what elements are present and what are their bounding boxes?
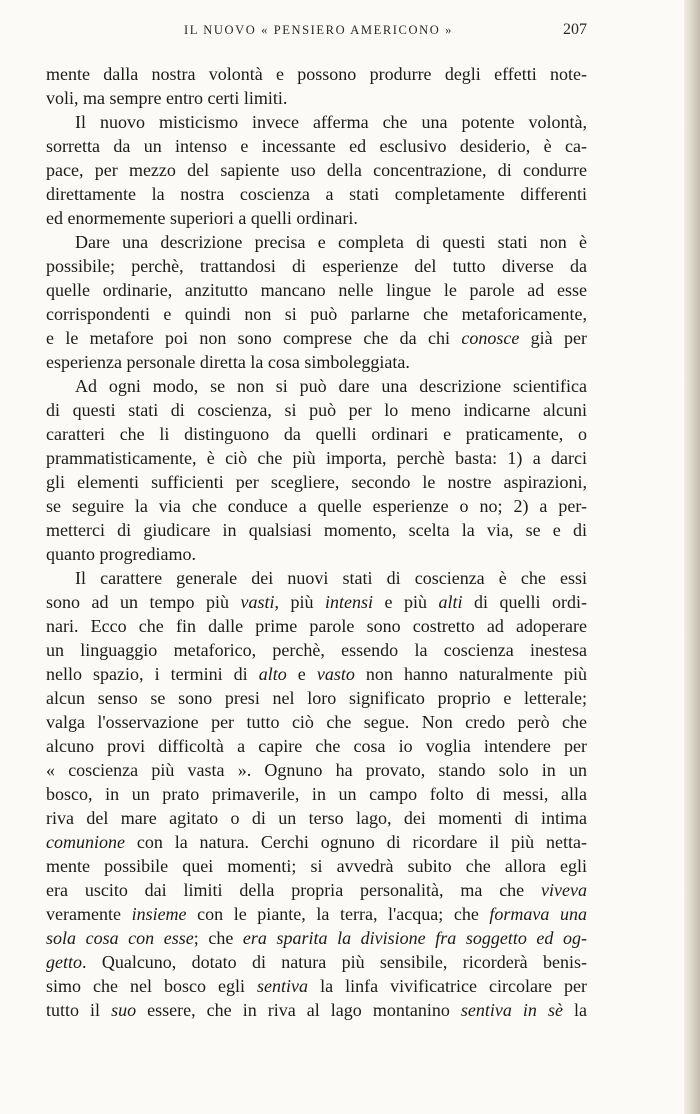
text-run: caratteri che li distinguono da quelli ordinari e praticamente, o [46,424,587,444]
italic-text: intensi [324,592,373,612]
italic-text: alti [438,592,463,612]
text-line [46,734,587,758]
text-line [46,302,587,326]
text-line [46,206,587,230]
text-line [46,398,587,422]
text-line [46,566,587,590]
text-line [46,614,587,638]
italic-text: conosce [461,328,520,348]
text-run: mente possibile quei momenti; si avvedrà subito che allora egli [46,856,587,876]
text-run: bosco, in un prato primaverile, in un campo folto di messi, alla [46,784,587,804]
text-line [46,926,587,950]
text-run: gli elementi sufficienti per scegliere, secondo le nostre aspirazioni, [46,472,587,492]
italic-text: comunione [46,832,125,852]
text-run: sorretta da un intenso e incessante ed esclusivo desiderio, è ca- [46,136,587,156]
text-line [46,782,587,806]
page-edge-shadow [684,0,700,1114]
text-line [46,254,587,278]
text-line [46,830,587,854]
text-run: pace, per mezzo del sapiente uso della concentrazione, di condurre [46,160,587,180]
text-run: , più [274,592,325,612]
text-line [46,590,587,614]
text-line [46,710,587,734]
text-run: con la natura. Cerchi ognuno di ricordare il più netta- [124,832,587,852]
text-run: direttamente la nostra coscienza a stati completamente differenti [46,184,587,204]
text-run: corrispondenti e quindi non si può parlarne che metaforicamente, [46,304,587,324]
text-run: era uscito dai limiti della propria personalità, ma che [46,880,542,900]
italic-text: alto [258,664,287,684]
text-line [46,62,587,86]
text-line [46,998,587,1022]
text-run: simo che nel bosco egli [46,976,258,996]
text-line [46,542,587,566]
text-run: mente dalla nostra volontà e possono produrre degli effetti note- [46,64,587,84]
text-line [46,278,587,302]
text-run: quanto progrediamo. [46,544,196,564]
text-line [46,518,587,542]
italic-text: viveva [541,880,587,900]
italic-text: insieme [131,904,187,924]
text-line [46,230,587,254]
text-line [46,374,587,398]
text-run: già per [519,328,587,348]
text-run: riva del mare agitato o di un terso lago, dei momenti di intima [46,808,587,828]
text-run: non hanno naturalmente più [354,664,587,684]
text-run: e le metafore poi non sono comprese che da chi [46,328,462,348]
text-run: nello spazio, i termini di [46,664,259,684]
text-line [46,158,587,182]
text-run: con le piante, la terra, l'acqua; che [186,904,490,924]
running-head [44,22,587,42]
body-text [46,62,587,1022]
text-run: e [286,664,317,684]
text-line [46,134,587,158]
text-line [46,806,587,830]
italic-text: sentiva [257,976,309,996]
italic-text: suo [111,1000,137,1020]
text-run: Il carattere generale dei nuovi stati di coscienza è che essi [75,568,587,588]
text-line [46,350,587,374]
text-run: « coscienza più vasta ». Ognuno ha provato, stando solo in un [46,760,587,780]
italic-text: getto [46,952,82,972]
text-run: valga l'osservazione per tutto ciò che segue. Non credo però che [46,712,587,732]
text-run: e più [372,592,439,612]
italic-text: era sparita la divisione fra soggetto ed og- [242,928,587,948]
text-run: esperienza personale diretta la cosa simboleggiata. [46,352,410,372]
text-line [46,422,587,446]
text-line [46,902,587,926]
text-line [46,950,587,974]
text-run: quelle ordinarie, anzitutto mancano nelle lingue le parole ad esse [46,280,587,300]
text-line [46,182,587,206]
text-run: nari. Ecco che fin dalle prime parole sono costretto ad adoperare [46,616,587,636]
text-line [46,878,587,902]
italic-text: vasti [240,592,275,612]
text-line [46,758,587,782]
text-line [46,86,587,110]
text-run: . Qualcuno, dotato di natura più sensibile, ricorderà benis- [82,952,587,972]
text-run: possibile; perchè, trattandosi di esperienze del tutto diverse da [46,256,587,276]
text-line [46,686,587,710]
text-line [46,662,587,686]
text-run: tutto il [46,1000,112,1020]
text-line [46,494,587,518]
text-run: un linguaggio metaforico, perchè, essendo la coscienza inestesa [46,640,587,660]
text-run: se seguire la via che conduce a quelle esperienze o no; 2) a per- [46,496,587,516]
text-run: alcuno provi difficoltà a capire che cosa io voglia intendere per [46,736,587,756]
text-run: essere, che in riva al lago montanino [136,1000,461,1020]
text-run: prammatisticamente, è ciò che più importa, perchè basta: 1) a darci [46,448,587,468]
text-run: Ad ogni modo, se non si può dare una descrizione scientifica [75,376,587,396]
text-run: veramente [46,904,132,924]
text-run: la linfa vivificatrice circolare per [308,976,587,996]
running-title: IL NUOVO « PENSIERO AMERICONO » [184,23,453,37]
italic-text: formava una [489,904,588,924]
text-line [46,974,587,998]
text-run: ed enormemente superiori a quelli ordinari. [46,208,358,228]
text-line [46,326,587,350]
text-run: di quelli ordi- [462,592,587,612]
text-run: Il nuovo misticismo invece afferma che una potente volontà, [75,112,587,132]
text-line [46,470,587,494]
text-line [46,446,587,470]
text-run: Dare una descrizione precisa e completa di questi stati non è [75,232,587,252]
text-run: sono ad un tempo più [46,592,241,612]
italic-text: sola cosa con esse [46,928,194,948]
text-line [46,854,587,878]
text-run: ; che [193,928,243,948]
text-line [46,638,587,662]
italic-text: sentiva in sè [460,1000,563,1020]
text-line [46,110,587,134]
text-run: la [562,1000,587,1020]
text-run: metterci di giudicare in qualsiasi momento, scelta la via, se e di [46,520,587,540]
text-run: di questi stati di coscienza, si può per lo meno indicarne alcuni [46,400,587,420]
italic-text: vasto [316,664,355,684]
text-run: voli, ma sempre entro certi limiti. [46,88,288,108]
page-number: 207 [563,21,587,38]
text-run: alcun senso se sono presi nel loro significato proprio e letterale; [46,688,587,708]
